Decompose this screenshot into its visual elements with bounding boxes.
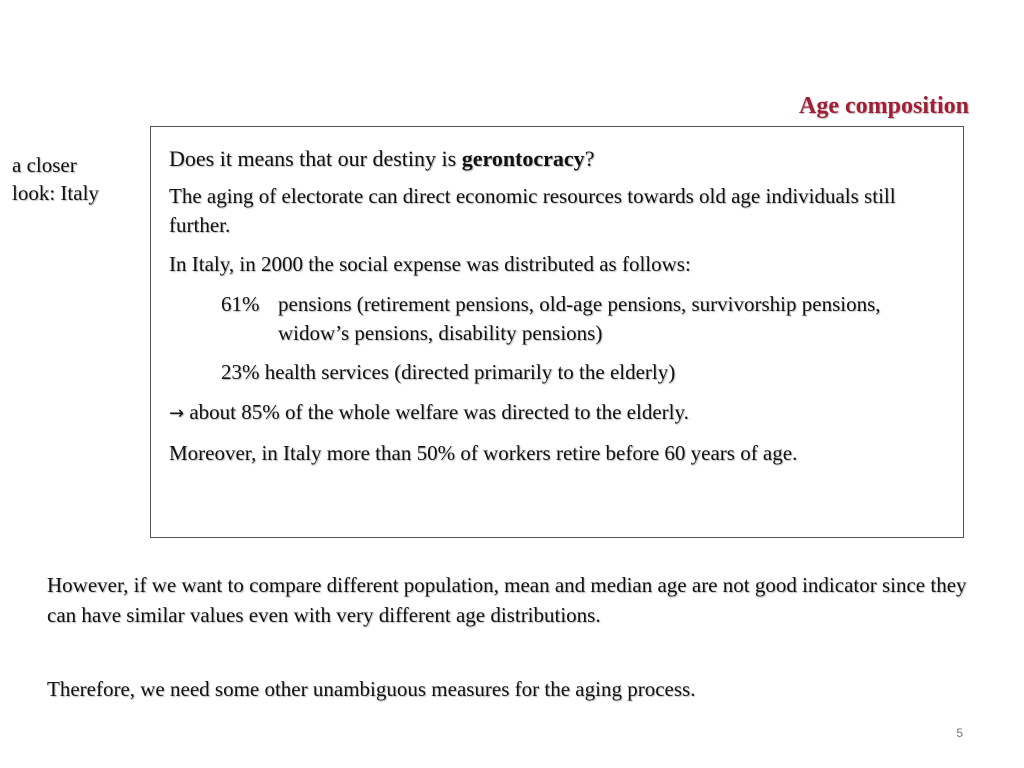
pensions-percent: 61% xyxy=(221,292,260,316)
moreover-paragraph: Moreover, in Italy more than 50% of workers retire before 60 years of age. xyxy=(169,441,798,465)
question-paragraph xyxy=(169,144,945,173)
right-arrow-icon: → xyxy=(169,403,185,424)
slide-title: Age composition xyxy=(799,93,969,119)
pensions-item xyxy=(169,290,945,348)
question-bold-term: gerontocracy xyxy=(461,146,585,171)
pensions-text: pensions (retirement pensions, old-age pensions, survivorship pensions, widow’s pensions, disability pensions) xyxy=(278,292,881,345)
side-label-line2: look: Italy xyxy=(12,181,99,205)
question-suffix: ? xyxy=(584,146,595,171)
bottom-paragraph-2: Therefore, we need some other unambiguous measures for the aging process. xyxy=(47,677,696,701)
content-box xyxy=(150,126,964,538)
bottom-paragraph-1: However, if we want to compare different population, mean and median age are not good indicator since they can have similar values even with very different age distributions. xyxy=(47,573,967,627)
aging-paragraph: The aging of electorate can direct economic resources towards old age individuals still further. xyxy=(169,184,896,237)
italy-intro-paragraph: In Italy, in 2000 the social expense was distributed as follows: xyxy=(169,252,691,276)
page-number: 5 xyxy=(956,726,963,740)
health-item: 23% health services (directed primarily to the elderly) xyxy=(221,360,676,384)
side-label xyxy=(12,151,132,207)
arrow-paragraph xyxy=(169,398,945,428)
question-prefix: Does it means that our destiny is xyxy=(169,146,462,171)
arrow-text: about 85% of the whole welfare was directed to the elderly. xyxy=(189,400,689,424)
side-label-line1: a closer xyxy=(12,153,77,177)
